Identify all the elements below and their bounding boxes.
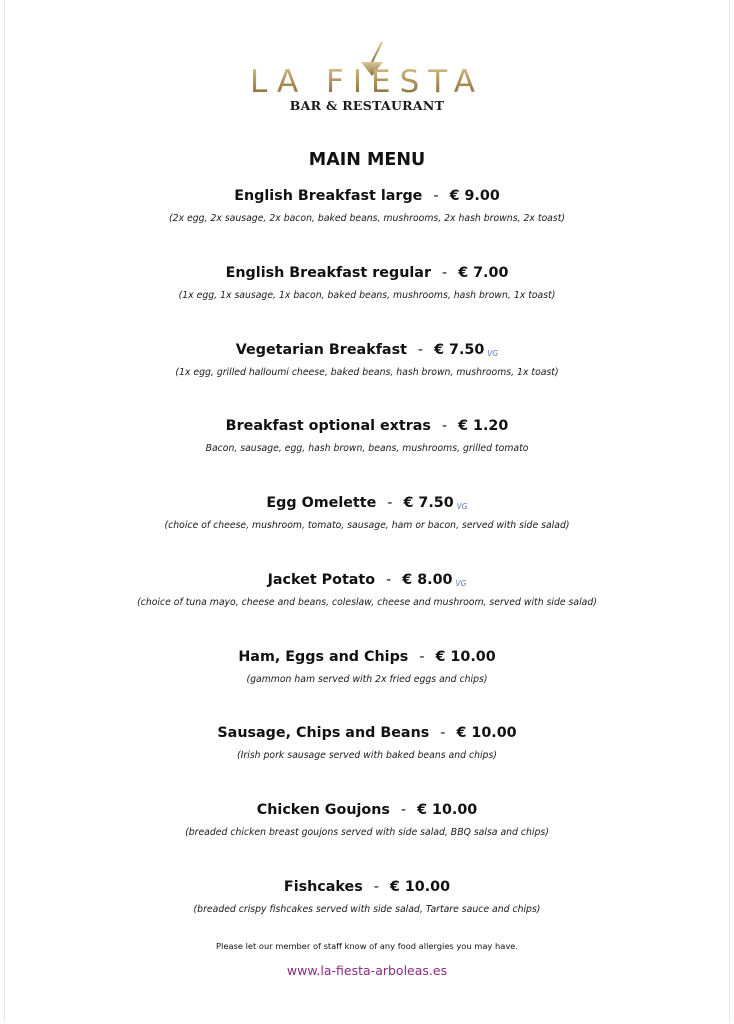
item-description: Bacon, sausage, egg, hash brown, beans, mushrooms, grilled tomato [205, 443, 529, 454]
item-description: (choice of cheese, mushroom, tomato, sausage, ham or bacon, served with side salad) [164, 520, 570, 531]
menu-item [0, 723, 734, 762]
item-description: (Irish pork sausage served with baked beans and chips) [237, 750, 497, 761]
vegetarian-badge: VG [456, 502, 468, 511]
item-price: € 7.00 [458, 265, 509, 281]
item-price: € 10.00 [456, 725, 517, 741]
item-name: Ham, Eggs and Chips [238, 649, 409, 665]
item-price: € 7.50 [403, 495, 454, 511]
menu-item [0, 877, 734, 916]
item-price: € 1.20 [458, 418, 509, 434]
vegetarian-badge: VG [487, 349, 499, 358]
logo-subtitle: BAR & RESTAURANT [289, 98, 445, 113]
item-dash: - [433, 188, 439, 204]
item-dash: - [400, 802, 407, 818]
item-name: Sausage, Chips and Beans [217, 725, 430, 741]
item-name: Egg Omelette [266, 495, 377, 511]
menu-item [0, 647, 734, 686]
item-description: (breaded chicken breast goujons served with side salad, BBQ salsa and chips) [185, 827, 549, 838]
allergy-note: Please let our member of staff know of any food allergies you may have. [216, 941, 518, 951]
item-price: € 10.00 [417, 802, 478, 818]
item-name: Vegetarian Breakfast [235, 342, 407, 358]
item-name: Breakfast optional extras [225, 418, 431, 434]
menu-item [0, 340, 734, 379]
item-name: Jacket Potato [267, 572, 376, 588]
item-description: (2x egg, 2x sausage, 2x bacon, baked beans, mushrooms, 2x hash browns, 2x toast) [169, 213, 565, 224]
item-price: € 9.00 [449, 188, 500, 204]
menu-item [0, 186, 734, 225]
item-name: Chicken Goujons [256, 802, 390, 818]
item-dash: - [440, 725, 446, 741]
item-price: € 7.50 [434, 342, 485, 358]
menu-item [0, 493, 734, 532]
logo [0, 40, 734, 120]
website-link[interactable]: www.la-fiesta-arboleas.es [286, 963, 448, 978]
item-description: (breaded crispy fishcakes served with side salad, Tartare sauce and chips) [193, 904, 541, 915]
item-dash: - [373, 879, 379, 895]
item-dash: - [417, 342, 424, 358]
item-description: (1x egg, 1x sausage, 1x bacon, baked beans, mushrooms, hash brown, 1x toast) [178, 290, 556, 301]
item-dash: - [442, 265, 448, 281]
item-price: € 10.00 [389, 879, 451, 895]
vegetarian-badge: VG [455, 579, 467, 588]
item-price: € 10.00 [435, 649, 496, 665]
menu-item [0, 263, 734, 302]
item-dash: - [441, 418, 448, 434]
item-description: (choice of tuna mayo, cheese and beans, coleslaw, cheese and mushroom, served with side salad) [137, 597, 597, 608]
item-dash: - [386, 572, 392, 588]
menu-title: MAIN MENU [308, 150, 426, 170]
item-dash: - [419, 649, 425, 665]
item-description: (gammon ham served with 2x fried eggs and chips) [246, 674, 488, 685]
item-name: English Breakfast large [234, 188, 423, 204]
logo-title: LA FIESTA [0, 64, 734, 100]
menu-item [0, 416, 734, 455]
item-description: (1x egg, grilled halloumi cheese, baked beans, hash brown, mushrooms, 1x toast) [175, 367, 559, 378]
item-name: English Breakfast regular [225, 265, 432, 281]
item-price: € 8.00 [402, 572, 453, 588]
menu-item [0, 800, 734, 839]
menu-item [0, 570, 734, 609]
item-name: Fishcakes [283, 879, 363, 895]
item-dash: - [387, 495, 393, 511]
